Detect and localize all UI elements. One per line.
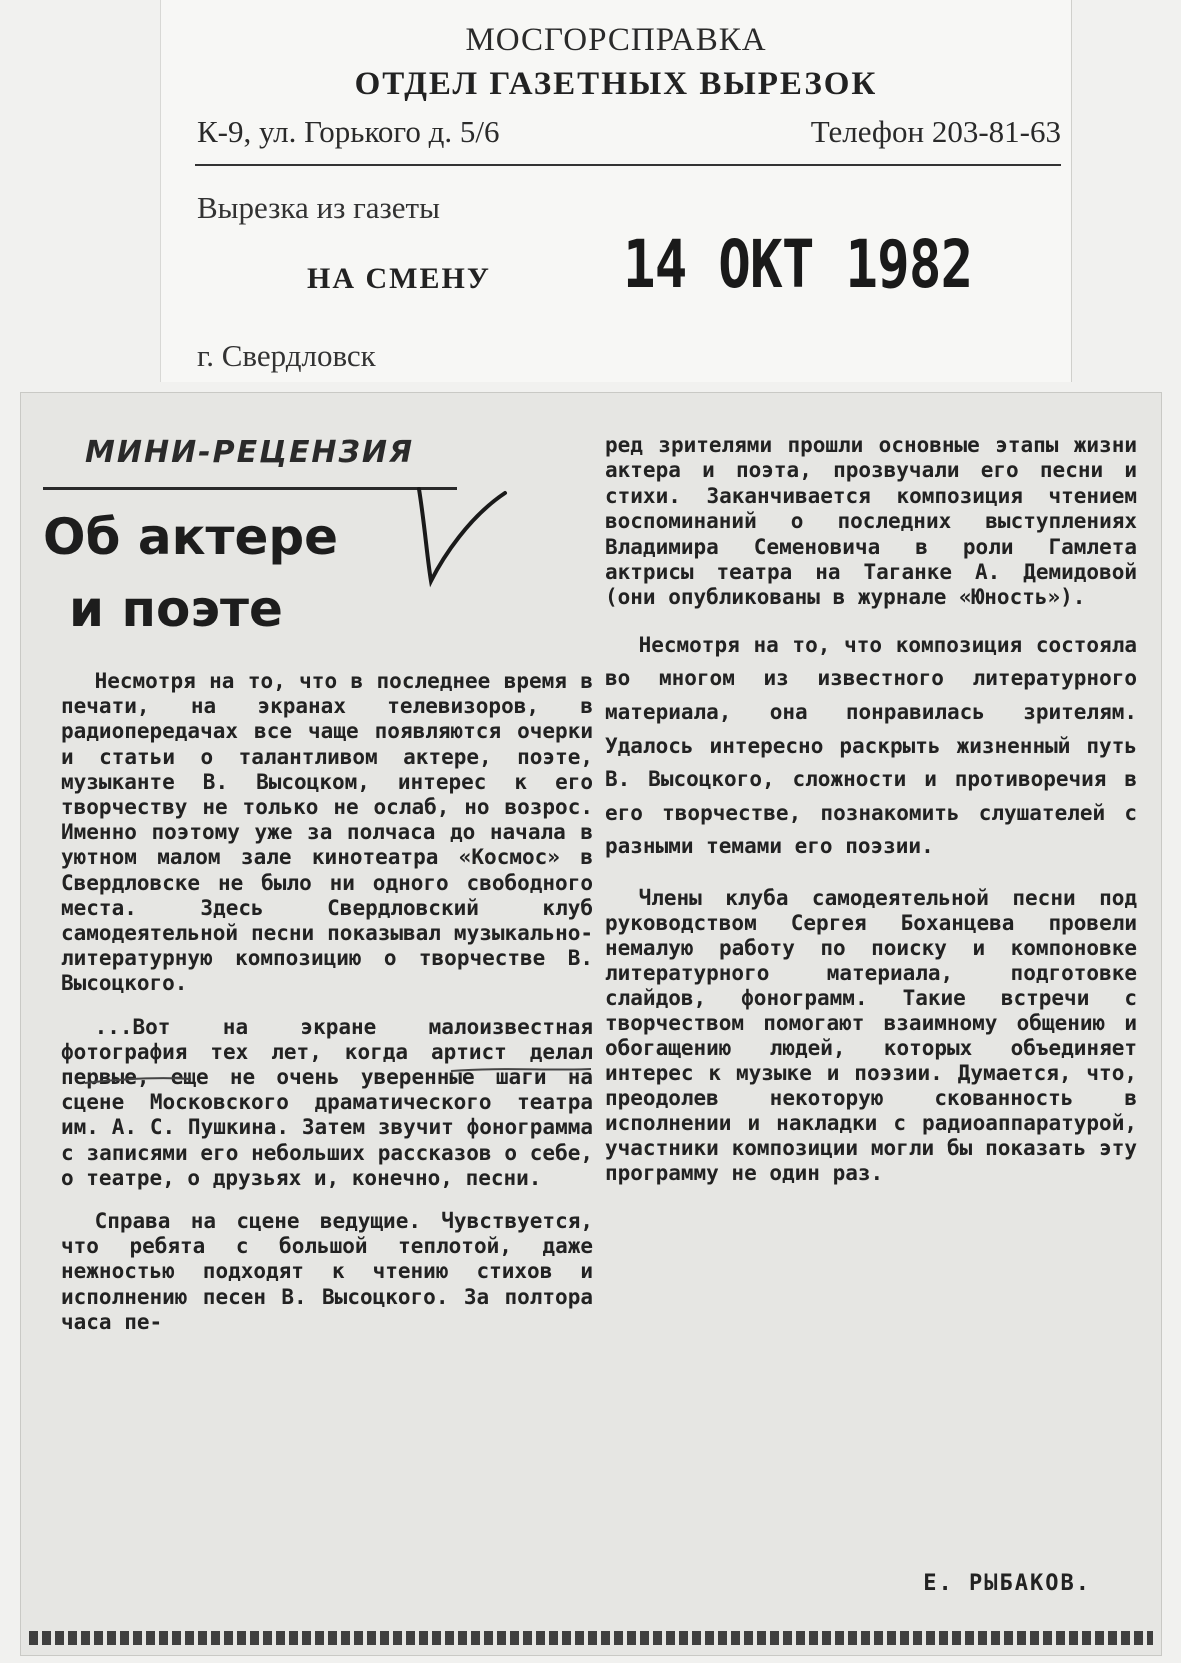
article-column-2 <box>605 433 1137 1186</box>
article-column-1 <box>61 669 593 1335</box>
rubric-underline <box>43 487 457 490</box>
paragraph: Члены клуба самодеятельной песни под руководством Сергея Боханцева провели немалую работу по поиску и компоновке литературного материала, подготовке слайдов, фонограмм. Такие встречи с творчеством помогают взаимному общению и обогащению людей, которых объединяет интерес к музыке и поэзии. Думается, что, преодолев некоторую скованность в исполнении и накладки с радиоаппаратурой, участники композиции могли бы показать эту программу не один раз. <box>605 886 1137 1185</box>
date-stamp: 14 ОКТ 1982 <box>623 226 973 303</box>
rubric-label: МИНИ-РЕЦЕНЗИЯ <box>85 435 415 470</box>
article-title <box>43 501 463 645</box>
paragraph: Несмотря на то, что композиция состояла во многом из известного литературного материала, она понравилась зрителям. Удалось интересно раскрыть жизненный путь В. Высоцкого, сложности и противоречия в его творчестве, познакомить слушателей с разными темами его поэзии. <box>605 632 1137 859</box>
header-divider <box>195 164 1061 166</box>
agency-name: МОСГОРСПРАВКА <box>465 22 767 58</box>
paragraph: Несмотря на то, что в последнее время в печати, на экранах телевизоров, в радиопередачах все чаще появляются очерки и статьи о талантливом актере, поэте, музыканте В. Высоцком, интерес к его творчеству не только не ослаб, но возрос. Именно поэтому уже за полчаса до начала в уютном малом зале кинотеатра «Космос» в Свердловске не было ни одного свободного места. Здесь Свердловский клуб самодеятельной песни показывал музыкально-литературную композицию о творчестве В. Высоцкого. <box>61 669 593 996</box>
torn-bottom-edge <box>29 1631 1153 1645</box>
title-line-2: и поэте <box>69 580 283 638</box>
cutting-label: Вырезка из газеты <box>197 190 440 225</box>
newspaper-name: НА СМЕНУ <box>307 262 491 295</box>
title-line-1: Об актере <box>43 508 339 566</box>
city-name: г. Свердловск <box>197 338 376 373</box>
newspaper-clipping <box>20 392 1162 1656</box>
clipping-service-header <box>160 0 1072 382</box>
checkmark-icon <box>413 487 523 597</box>
paragraph: Справа на сцене ведущие. Чувствуется, что ребята с большой теплотой, даже нежностью подходят к чтению стихов и исполнению песен В. Высоцкого. За полтора часа пе- <box>61 1209 593 1334</box>
paragraph: ...Вот на экране малоизвестная фотография тех лет, когда артист делал первые, еще не очень уверенные шаги на сцене Московского драматического театра им. А. С. Пушкина. Затем звучит фонограмма с записями его небольших рассказов о себе, о театре, о друзьях и, конечно, песни. <box>61 1014 593 1190</box>
author-signature: Е. РЫБАКОВ. <box>923 1571 1091 1596</box>
department-name: ОТДЕЛ ГАЗЕТНЫХ ВЫРЕЗОК <box>354 66 878 102</box>
paragraph: ред зрителями прошли основные этапы жизни актера и поэта, прозвучали его песни и стихи. Заканчивается композиция чтением воспоминаний о последних выступлениях Владимира Семеновича в роли Гамлета актрисы театра на Таганке А. Демидовой (они опубликованы в журнале «Юность»). <box>605 433 1137 610</box>
phone-number: Телефон 203-81-63 <box>810 114 1061 149</box>
pen-underline-mark <box>81 1053 601 1093</box>
address: К-9, ул. Горького д. 5/6 <box>197 114 500 149</box>
